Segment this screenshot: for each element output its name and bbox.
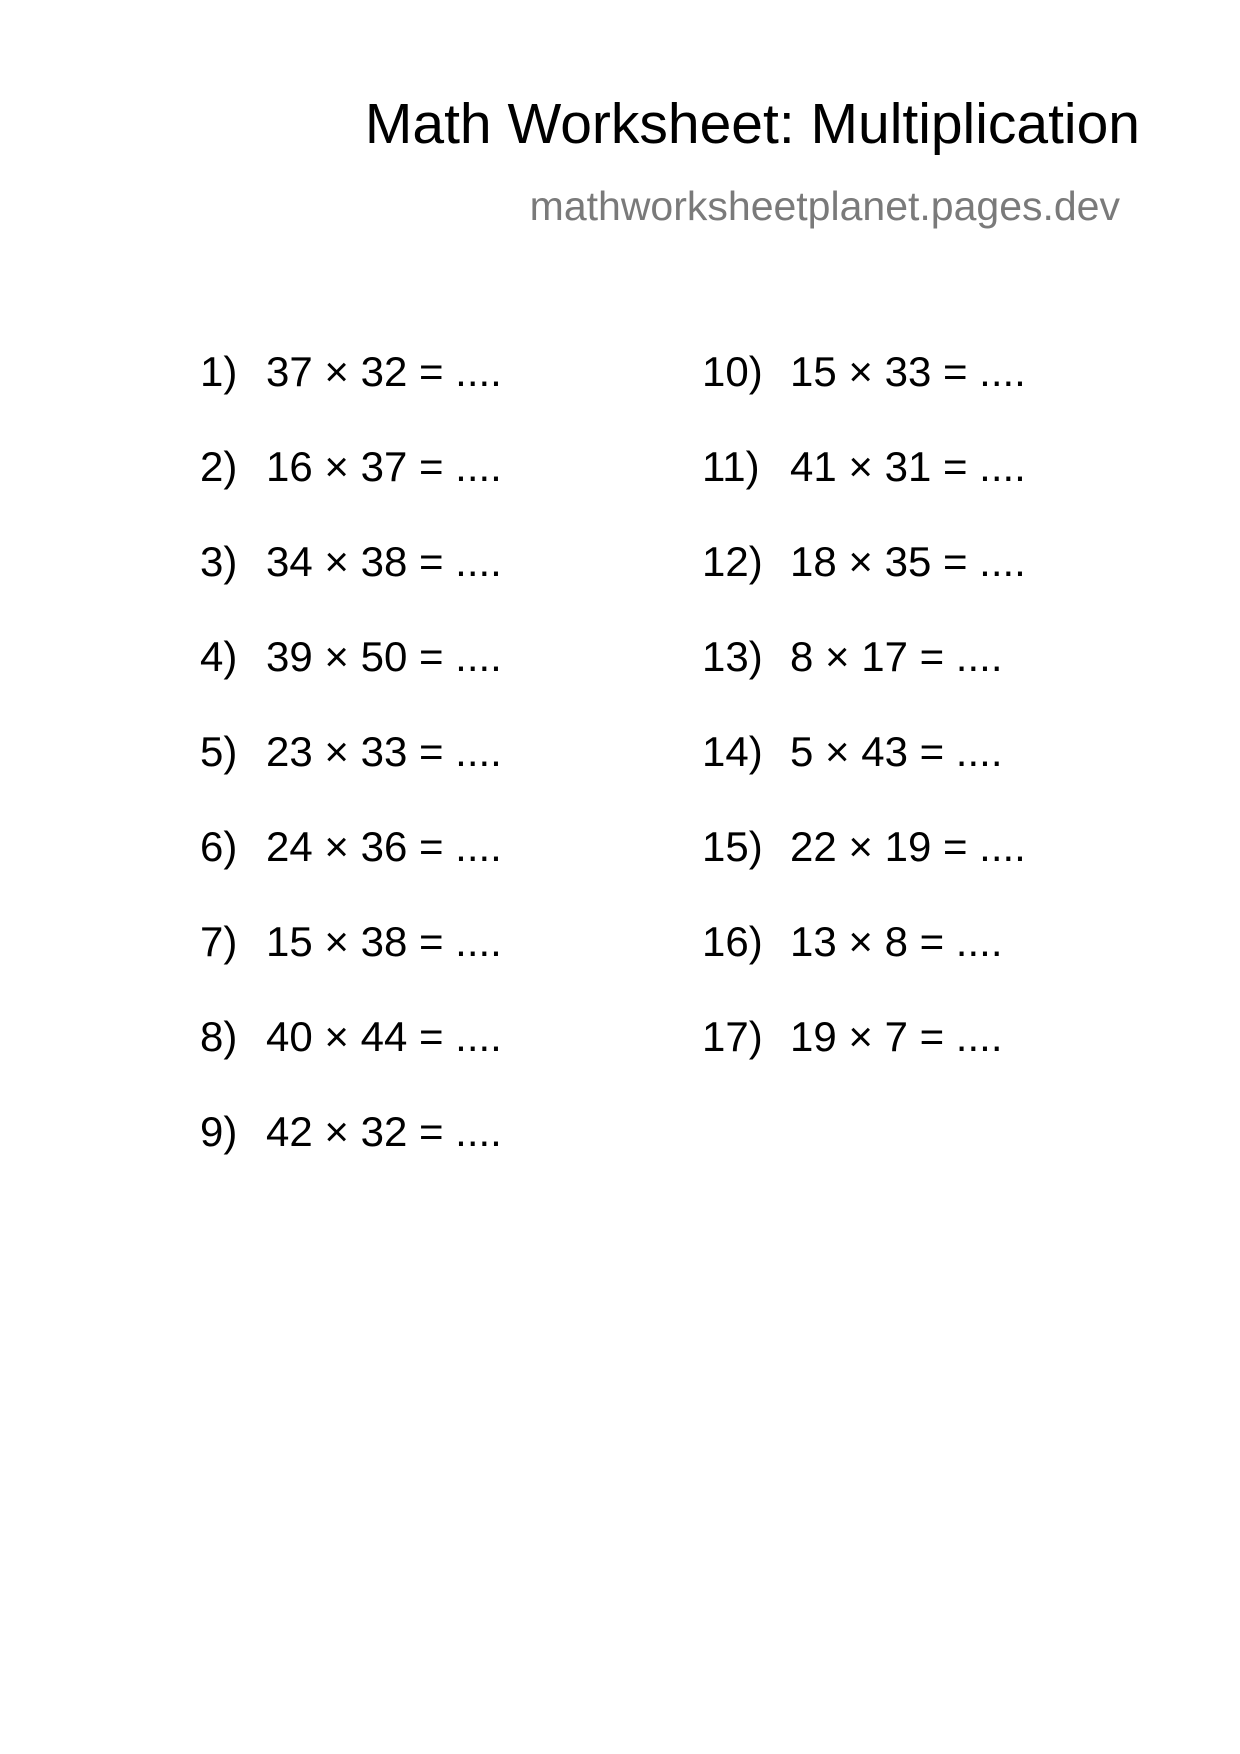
problem-expression: 22 × 19 = .... [790, 823, 1026, 870]
problem-number: 8) [200, 1013, 238, 1060]
problem-number: 15) [702, 823, 763, 870]
problem-item [702, 443, 1026, 541]
problem-number: 1) [200, 348, 238, 395]
problem-item [702, 348, 1026, 446]
problem-expression: 41 × 31 = .... [790, 443, 1026, 490]
problem-expression: 5 × 43 = .... [790, 728, 1003, 775]
problem-expression: 24 × 36 = .... [266, 823, 502, 870]
problem-item [702, 1013, 1026, 1111]
problem-item [200, 823, 502, 921]
problem-expression: 23 × 33 = .... [266, 728, 502, 775]
problem-expression: 16 × 37 = .... [266, 443, 502, 490]
problem-number: 16) [702, 918, 763, 965]
problem-item [200, 1013, 502, 1111]
problem-expression: 15 × 38 = .... [266, 918, 502, 965]
problem-item [200, 443, 502, 541]
problem-item [200, 348, 502, 446]
problem-number: 2) [200, 443, 238, 490]
problem-number: 9) [200, 1108, 238, 1155]
problem-expression: 13 × 8 = .... [790, 918, 1003, 965]
problem-number: 4) [200, 633, 238, 680]
problem-number: 3) [200, 538, 238, 585]
problem-number: 12) [702, 538, 763, 585]
problem-number: 13) [702, 633, 763, 680]
problem-number: 6) [200, 823, 238, 870]
problem-number: 10) [702, 348, 763, 395]
problem-expression: 42 × 32 = .... [266, 1108, 502, 1155]
problem-item [702, 633, 1026, 731]
problem-item [702, 918, 1026, 1016]
page-title: Math Worksheet: Multiplication [364, 92, 1140, 156]
problem-item [200, 633, 502, 731]
problem-item [702, 823, 1026, 921]
problem-item [702, 538, 1026, 636]
problem-expression: 40 × 44 = .... [266, 1013, 502, 1060]
problem-number: 11) [702, 443, 760, 490]
problem-item [200, 728, 502, 826]
problem-number: 14) [702, 728, 763, 775]
problem-item [200, 538, 502, 636]
site-url: mathworksheetplanet.pages.dev [529, 183, 1120, 229]
problem-expression: 34 × 38 = .... [266, 538, 502, 585]
problem-number: 17) [702, 1013, 763, 1060]
problem-expression: 37 × 32 = .... [266, 348, 502, 395]
problem-number: 5) [200, 728, 238, 775]
problem-number: 7) [200, 918, 238, 965]
problem-expression: 15 × 33 = .... [790, 348, 1026, 395]
problem-item [200, 918, 502, 1016]
problem-column-right [702, 348, 1026, 1111]
problem-expression: 8 × 17 = .... [790, 633, 1003, 680]
problem-item [702, 728, 1026, 826]
problem-expression: 39 × 50 = .... [266, 633, 502, 680]
problem-item [200, 1108, 502, 1206]
problem-expression: 18 × 35 = .... [790, 538, 1026, 585]
problem-expression: 19 × 7 = .... [790, 1013, 1003, 1060]
problem-column-left [200, 348, 502, 1206]
